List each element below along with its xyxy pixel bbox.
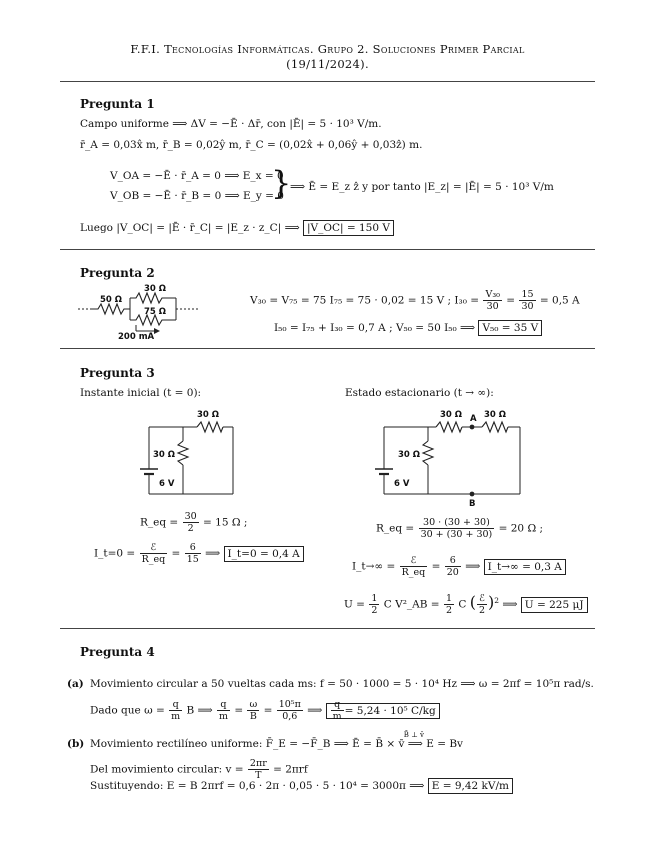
divider (60, 81, 595, 82)
q4-b-result-box: E = 9,42 kV/m (428, 778, 513, 794)
q4-b-label: (b) (67, 738, 85, 750)
q3-u-half2-den: 2 (445, 605, 452, 616)
q4-a2-num: 10⁵π (278, 699, 301, 710)
q2-frac1 (483, 289, 501, 312)
q3-right-r30-top-left: 30 Ω (440, 410, 463, 420)
q4-a-result-box (326, 699, 440, 722)
q4-a2-m: m (171, 711, 181, 722)
q3-iinf-num1: ℰ (400, 555, 428, 567)
q2-eq1-text: V₃₀ = V₇₅ = 75 I₇₅ = 75 · 0,02 = 15 V ; I₃₀ = (250, 294, 480, 307)
q1-line2: r̄_A = 0,03x̂ m, r̄_B = 0,02ŷ m, r̄_C = (0,02x̂ + 0,06ŷ + 0,03ẑ) m. (80, 139, 423, 151)
resistor-30-top-right (482, 422, 508, 432)
q2-eq2 (274, 322, 542, 335)
q4-b1-text: Movimiento rectilíneo uniforme: F̄_E = −F̄_B ⟹ Ē = B̄ × v̄ (90, 738, 405, 750)
q3-i0-num1: ℰ (140, 542, 168, 554)
resistor-30-vertical (178, 441, 188, 465)
q2-label-current: 200 mA (118, 332, 155, 342)
q2-frac1-num: V₃₀ (485, 289, 500, 300)
q3-u-half2-num: 1 (445, 593, 452, 604)
q3-left-v6: 6 V (159, 479, 175, 489)
q3-title: Pregunta 3 (80, 366, 155, 380)
q3-u-frac-den: 2 (478, 605, 486, 616)
q3-req-left-den: 2 (187, 523, 194, 534)
q2-frac2-num: 15 (521, 289, 534, 300)
q3-iinf (352, 555, 566, 578)
q1-line1: Campo uniforme ⟹ ΔV = −Ē · Δr̄, con |Ē| = 5 · 10³ V/m. (80, 118, 382, 130)
q3-u-arrow: ⟹ (502, 598, 518, 611)
q4-a2-den: 0,6 (282, 711, 298, 722)
q2-circuit-diagram (78, 281, 208, 343)
q1-brace: } (271, 164, 292, 202)
q3-u-mid: C V²_AB = (383, 598, 440, 611)
q3-circuit-steady (370, 405, 525, 510)
q1-system-eq2: V_OB = −Ē · r̄_B = 0 ⟹ E_y = 0 (110, 190, 284, 202)
q3-u-frac-num: ℰ (477, 593, 487, 605)
q4-b1-overarrow (403, 731, 424, 751)
q3-right-title: Estado estacionario (t → ∞): (345, 387, 494, 399)
q3-i0-result-box: I_t=0 = 0,4 A (224, 546, 304, 562)
q3-req-left (140, 511, 247, 534)
q3-i0 (94, 542, 304, 565)
q2-label-r75: 75 Ω (144, 307, 167, 317)
q4-a2-b: B ⟹ (186, 704, 213, 717)
q1-system-eq1: V_OA = −Ē · r̄_A = 0 ⟹ E_x = 0 (110, 170, 284, 182)
q3-i0-frac1 (140, 542, 168, 565)
q3-iinf-result-box: I_t→∞ = 0,3 A (484, 559, 566, 575)
q4-b2-end: = 2πrf (273, 763, 308, 776)
q1-luego (80, 222, 394, 235)
q1-luego-text: Luego |V_OC| = |Ē · r̄_C| = |E_z · z_C| ⟹ (80, 222, 300, 234)
q4-a-result-num: q (331, 699, 344, 711)
q4-a-result-den: m (332, 711, 342, 722)
node-a-dot (470, 425, 475, 430)
header-title: F.F.I. Tecnologías Informáticas. Grupo 2. Soluciones Primer Parcial (130, 42, 525, 56)
q3-req-right-lhs: R_eq = (376, 522, 415, 535)
q4-b2-frac (248, 758, 269, 781)
q3-i0-frac2 (185, 542, 201, 565)
q3-u-result-box: U = 225 μJ (521, 597, 588, 613)
q3-iinf-den2: 20 (446, 567, 459, 578)
q3-iinf-eq: = (431, 560, 441, 573)
q4-a2-m2: m (218, 711, 228, 722)
q4-a-label: (a) (67, 678, 84, 690)
q4-b2-pre: Del movimiento circular: v = (90, 763, 244, 776)
q3-u-half2 (444, 593, 454, 616)
q3-req-right-frac (419, 517, 495, 540)
q4-a2-arrow: ⟹ (307, 704, 323, 717)
q1-conclusion: ⟹ Ē = E_z ẑ y por tanto |E_z| = |Ē| = 5 · 10³ V/m (290, 181, 554, 193)
q4-b1-over: B̄ ⊥ v̄ (403, 731, 424, 739)
q3-iinf-lhs: I_t→∞ = (352, 560, 396, 573)
q2-result-box: V₅₀ = 35 V (478, 320, 542, 336)
q4-a2-frac1 (169, 699, 182, 722)
q3-req-right-end: = 20 Ω ; (498, 522, 544, 535)
node-b-dot (470, 492, 475, 497)
q3-u-half1-den: 2 (371, 605, 378, 616)
q3-u-frac (477, 593, 487, 616)
q4-b1-end: E = Bv (426, 738, 463, 750)
q2-label-r30: 30 Ω (144, 284, 167, 294)
q4-a2-eq2: = (263, 704, 273, 717)
q2-frac2-den: 30 (521, 301, 534, 312)
q3-energy (344, 593, 588, 616)
q3-iinf-num2: 6 (445, 555, 461, 567)
q3-i0-arrow: ⟹ (205, 547, 221, 560)
q3-right-r30-top-right: 30 Ω (484, 410, 507, 420)
q3-i0-den2: 15 (186, 554, 199, 565)
q2-title: Pregunta 2 (80, 266, 155, 280)
q4-a2-pre: Dado que ω = (90, 704, 165, 717)
header-date: (19/11/2024). (286, 57, 369, 71)
q4-a-line2 (90, 699, 440, 722)
resistor-30-vertical (423, 441, 433, 465)
q4-b-line3 (90, 780, 513, 793)
q3-req-right-den: 30 + (30 + 30) (420, 529, 493, 540)
q4-a2-q2: q (217, 699, 230, 711)
q3-iinf-frac1 (400, 555, 428, 578)
q2-label-r50: 50 Ω (100, 295, 123, 305)
divider (60, 249, 595, 250)
q3-req-right (376, 517, 543, 540)
q3-u-square: 2 (494, 596, 500, 605)
q4-b-line2 (90, 758, 308, 781)
q3-circuit-initial (135, 405, 245, 500)
q3-u-half1 (369, 593, 379, 616)
divider (60, 628, 595, 629)
current-arrow (154, 328, 160, 334)
q3-left-r30-vert: 30 Ω (153, 450, 176, 460)
q4-a2-frac3 (247, 699, 259, 722)
q4-a2-bb: B (249, 711, 257, 722)
q3-left-r30-top: 30 Ω (197, 410, 220, 420)
q3-node-a: A (470, 414, 477, 424)
q1-result-box: |V_OC| = 150 V (303, 220, 394, 236)
q3-u-paren-open: ( (469, 592, 476, 612)
q4-a2-q: q (169, 699, 182, 711)
q3-node-b: B (469, 499, 476, 509)
q1-title: Pregunta 1 (80, 97, 155, 111)
q3-req-left-frac (183, 511, 199, 534)
q4-b-line1 (90, 731, 463, 751)
q4-a-result-val: = 5,24 · 10⁵ C/kg (344, 704, 436, 717)
q3-iinf-arrow: ⟹ (465, 560, 481, 573)
q4-b3-text: Sustituyendo: E = B 2πrf = 0,6 · 2π · 0,05 · 5 · 10⁴ = 3000π ⟹ (90, 780, 425, 792)
resistor-30-top (197, 422, 223, 432)
q3-req-right-num: 30 · (30 + 30) (419, 517, 495, 529)
q3-i0-eq: = (171, 547, 181, 560)
q3-right-r30-vert: 30 Ω (398, 450, 421, 460)
q3-u-mid2: C (458, 598, 467, 611)
q3-req-left-lhs: R_eq = (140, 516, 179, 529)
q3-u-half1-num: 1 (371, 593, 378, 604)
q3-left-title: Instante inicial (t = 0): (80, 387, 202, 399)
q3-i0-lhs: I_t=0 = (94, 547, 136, 560)
q4-title: Pregunta 4 (80, 645, 155, 659)
q2-eq1-equals: = (506, 294, 516, 307)
q2-eq1 (250, 289, 580, 312)
divider (60, 348, 595, 349)
q3-req-left-end: = 15 Ω ; (203, 516, 248, 529)
q3-right-v6: 6 V (394, 479, 410, 489)
q4-a2-frac2 (217, 699, 230, 722)
q3-req-left-num: 30 (184, 511, 197, 522)
q4-a2-w: ω (249, 699, 258, 710)
resistor-30-top-left (436, 422, 462, 432)
q4-a2-frac4 (277, 699, 303, 722)
q2-frac2 (519, 289, 535, 312)
q4-b2-num: 2πr (249, 758, 267, 769)
q4-b1-arrow: ⟹ (407, 738, 423, 750)
q3-iinf-den1: R_eq (401, 567, 426, 578)
q3-u-paren-close: ) (488, 592, 495, 612)
q3-u-lhs: U = (344, 598, 365, 611)
q3-i0-den1: R_eq (141, 554, 166, 565)
resistor-30 (130, 293, 176, 303)
q2-frac1-den: 30 (486, 301, 499, 312)
q2-eq1-end: = 0,5 A (539, 294, 580, 307)
q2-eq2-text: I₅₀ = I₇₅ + I₃₀ = 0,7 A ; V₅₀ = 50 I₅₀ ⟹ (274, 322, 476, 334)
resistor-50 (92, 304, 130, 314)
q4-b2-den: T (255, 770, 262, 781)
q3-iinf-frac2 (445, 555, 461, 578)
q3-i0-num2: 6 (185, 542, 201, 554)
q4-a-result-frac (331, 699, 344, 722)
q4-a-line1: Movimiento circular a 50 vueltas cada ms: f = 50 · 1000 = 5 · 10⁴ Hz ⟹ ω = 2πf = 10⁵π rad/s. (90, 678, 594, 690)
q4-a2-eq1: = (234, 704, 244, 717)
